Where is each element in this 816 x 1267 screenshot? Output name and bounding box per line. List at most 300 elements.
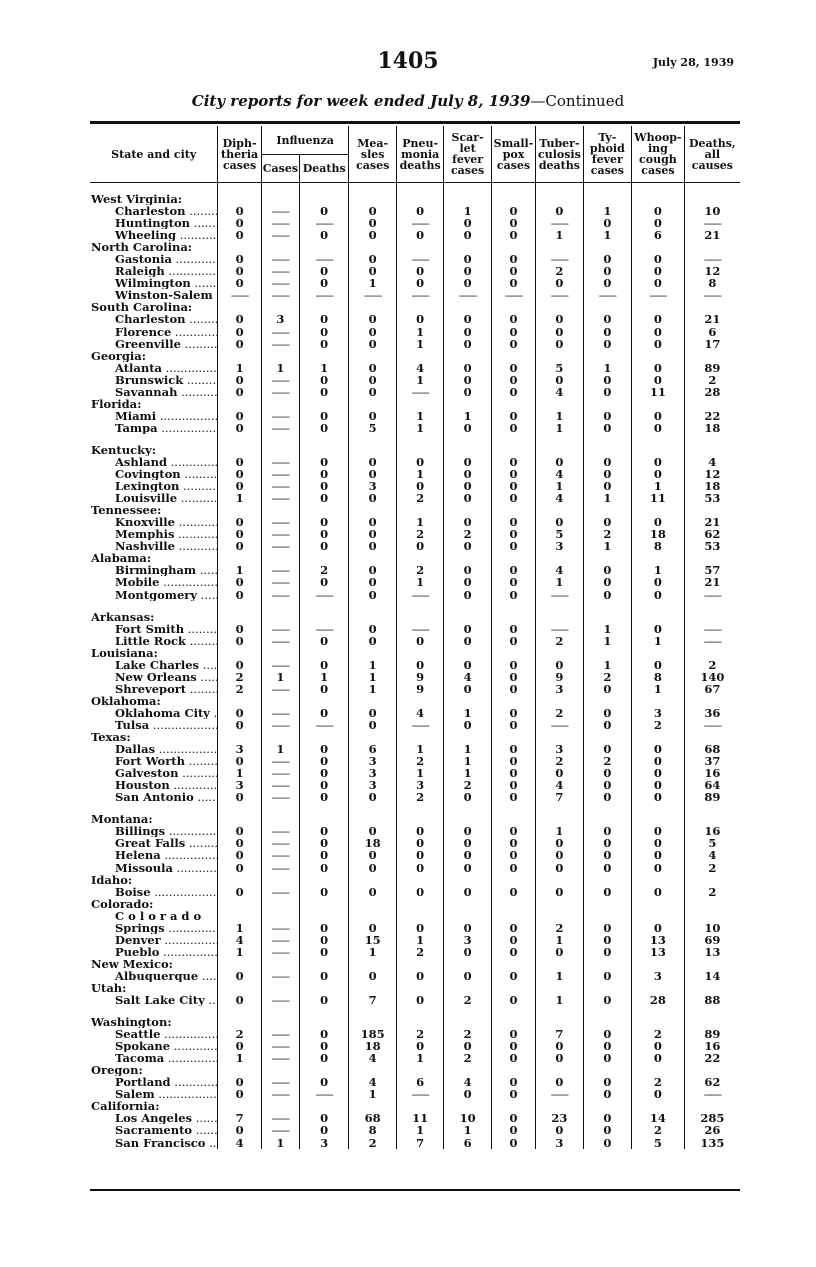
state-name: Colorado: xyxy=(91,897,154,910)
state-name: Georgia: xyxy=(91,349,146,362)
deaths-all-causes-cell: 62 xyxy=(684,528,740,540)
diphtheria-cell: 3 xyxy=(218,779,261,791)
diphtheria-cell: 0 xyxy=(218,1088,261,1100)
diphtheria-cell: 0 xyxy=(218,205,261,217)
influenza-cases-cell: ------ xyxy=(261,516,299,528)
deaths-all-causes-cell: 21 xyxy=(684,313,740,325)
measles-cell: 0 xyxy=(349,326,396,338)
scarlet-fever-cell: 0 xyxy=(444,922,491,934)
city-name: Miami ..... xyxy=(90,410,218,422)
influenza-cases-cell: ------ xyxy=(261,623,299,635)
city-name: Mobile ..... xyxy=(90,576,218,588)
tuberculosis-cell: 1 xyxy=(536,229,583,241)
tuberculosis-cell: 2 xyxy=(536,755,583,767)
smallpox-cell: 0 xyxy=(491,516,535,528)
whooping-cough-cell: 0 xyxy=(632,576,685,588)
influenza-deaths-cell: 0 xyxy=(299,229,349,241)
row-spacer xyxy=(90,803,740,813)
deaths-all-causes-cell: 5 xyxy=(684,837,740,849)
pneumonia-cell: 1 xyxy=(396,338,443,350)
city-name: Boise ..... xyxy=(90,886,218,898)
tuberculosis-cell: 7 xyxy=(536,1028,583,1040)
measles-cell: 0 xyxy=(349,362,396,374)
diphtheria-cell: 0 xyxy=(218,217,261,229)
influenza-deaths-cell: 0 xyxy=(299,791,349,803)
typhoid-cell: 0 xyxy=(583,410,631,422)
scarlet-fever-cell: 2 xyxy=(444,1028,491,1040)
city-name: Charleston ..... xyxy=(90,313,218,325)
scarlet-fever-cell: 6 xyxy=(444,1137,491,1149)
measles-cell: 0 xyxy=(349,229,396,241)
pneumonia-cell: 0 xyxy=(396,635,443,647)
smallpox-cell: 0 xyxy=(491,1088,535,1100)
scarlet-fever-cell: 0 xyxy=(444,849,491,861)
tuberculosis-cell: 1 xyxy=(536,410,583,422)
smallpox-cell: 0 xyxy=(491,374,535,386)
typhoid-cell: 0 xyxy=(583,456,631,468)
whooping-cough-cell: 0 xyxy=(632,217,685,229)
whooping-cough-cell: 0 xyxy=(632,1052,685,1064)
pneumonia-cell: 1 xyxy=(396,468,443,480)
city-row xyxy=(90,576,740,588)
scarlet-fever-cell: 1 xyxy=(444,205,491,217)
city-row xyxy=(90,743,740,755)
diphtheria-cell: 0 xyxy=(218,1076,261,1088)
measles-cell: 5 xyxy=(349,422,396,434)
pneumonia-cell: 0 xyxy=(396,849,443,861)
influenza-cases-cell: 1 xyxy=(261,1137,299,1149)
scarlet-fever-cell: 1 xyxy=(444,755,491,767)
influenza-cases-cell: ------ xyxy=(261,492,299,504)
state-name: Louisiana: xyxy=(91,646,158,659)
pneumonia-cell: 0 xyxy=(396,1040,443,1052)
smallpox-cell: 0 xyxy=(491,791,535,803)
city-name: Helena ..... xyxy=(90,849,218,861)
measles-cell: 1 xyxy=(349,659,396,671)
city-name: New Orleans ..... xyxy=(90,671,218,683)
influenza-deaths-cell: ------ xyxy=(299,719,349,731)
typhoid-cell: 1 xyxy=(583,659,631,671)
pneumonia-cell: 1 xyxy=(396,326,443,338)
city-name: Galveston ..... xyxy=(90,767,218,779)
typhoid-cell: 0 xyxy=(583,265,631,277)
whooping-cough-cell: 0 xyxy=(632,277,685,289)
influenza-deaths-cell: 0 xyxy=(299,540,349,552)
influenza-deaths-cell: 0 xyxy=(299,683,349,695)
influenza-cases-cell: ------ xyxy=(261,1028,299,1040)
tuberculosis-cell: 0 xyxy=(536,516,583,528)
city-name: Billings ..... xyxy=(90,825,218,837)
scarlet-fever-cell: 0 xyxy=(444,217,491,229)
state-name: Arkansas: xyxy=(91,610,155,623)
influenza-deaths-cell: 0 xyxy=(299,707,349,719)
typhoid-cell: 0 xyxy=(583,922,631,934)
influenza-cases-cell: ------ xyxy=(261,564,299,576)
state-name: Florida: xyxy=(91,397,142,410)
influenza-deaths-cell: 0 xyxy=(299,886,349,898)
scarlet-fever-cell: 2 xyxy=(444,779,491,791)
whooping-cough-cell: 0 xyxy=(632,205,685,217)
tuberculosis-cell: ------ xyxy=(536,623,583,635)
tuberculosis-cell: 0 xyxy=(536,1040,583,1052)
deaths-all-causes-cell: 13 xyxy=(684,946,740,958)
measles-cell: 0 xyxy=(349,540,396,552)
influenza-cases-cell: ------ xyxy=(261,205,299,217)
typhoid-cell: 1 xyxy=(583,623,631,635)
city-row xyxy=(90,326,740,338)
smallpox-cell: 0 xyxy=(491,1076,535,1088)
city-name: Dallas ..... xyxy=(90,743,218,755)
influenza-deaths-cell: 0 xyxy=(299,456,349,468)
scarlet-fever-cell: 0 xyxy=(444,229,491,241)
deaths-all-causes-cell: 62 xyxy=(684,1076,740,1088)
diphtheria-cell: 4 xyxy=(218,1137,261,1149)
influenza-deaths-cell: 0 xyxy=(299,1052,349,1064)
tuberculosis-cell: 2 xyxy=(536,635,583,647)
influenza-deaths-cell: 1 xyxy=(299,671,349,683)
city-row xyxy=(90,791,740,803)
page-date: July 28, 1939 xyxy=(652,56,734,69)
tuberculosis-cell: 1 xyxy=(536,825,583,837)
city-row xyxy=(90,410,740,422)
pneumonia-cell: 1 xyxy=(396,516,443,528)
influenza-cases-cell: ------ xyxy=(261,253,299,265)
smallpox-cell: 0 xyxy=(491,1137,535,1149)
city-name: Tampa ..... xyxy=(90,422,218,434)
city-row xyxy=(90,362,740,374)
city-name: Salt Lake City ..... xyxy=(90,994,218,1006)
deaths-all-causes-cell: 135 xyxy=(684,1137,740,1149)
tuberculosis-cell: 3 xyxy=(536,743,583,755)
city-row xyxy=(90,910,740,922)
whooping-cough-cell: 1 xyxy=(632,564,685,576)
scarlet-fever-cell: 0 xyxy=(444,492,491,504)
whooping-cough-cell: 0 xyxy=(632,374,685,386)
tuberculosis-cell xyxy=(536,910,583,922)
measles-cell: 0 xyxy=(349,456,396,468)
whooping-cough-cell: 11 xyxy=(632,386,685,398)
header-smallpox: Small-pox cases xyxy=(491,126,535,183)
scarlet-fever-cell: 0 xyxy=(444,861,491,873)
city-row xyxy=(90,849,740,861)
scarlet-fever-cell: 4 xyxy=(444,1076,491,1088)
typhoid-cell: 0 xyxy=(583,1088,631,1100)
typhoid-cell: 0 xyxy=(583,837,631,849)
city-row xyxy=(90,1052,740,1064)
diphtheria-cell: 0 xyxy=(218,576,261,588)
typhoid-cell: 0 xyxy=(583,934,631,946)
whooping-cough-cell: 2 xyxy=(632,719,685,731)
state-row xyxy=(90,611,740,623)
deaths-all-causes-cell: ------ xyxy=(684,1088,740,1100)
tuberculosis-cell: ------ xyxy=(536,719,583,731)
measles-cell: 0 xyxy=(349,492,396,504)
influenza-cases-cell: ------ xyxy=(261,707,299,719)
deaths-all-causes-cell: 22 xyxy=(684,1052,740,1064)
city-name: Denver ..... xyxy=(90,934,218,946)
pneumonia-cell: 0 xyxy=(396,825,443,837)
influenza-cases-cell: ------ xyxy=(261,1052,299,1064)
scarlet-fever-cell: 1 xyxy=(444,707,491,719)
city-row xyxy=(90,265,740,277)
scarlet-fever-cell: 0 xyxy=(444,791,491,803)
measles-cell: 0 xyxy=(349,886,396,898)
city-row xyxy=(90,422,740,434)
diphtheria-cell: 0 xyxy=(218,1040,261,1052)
pneumonia-cell: 1 xyxy=(396,374,443,386)
tuberculosis-cell: 0 xyxy=(536,886,583,898)
influenza-deaths-cell: 0 xyxy=(299,994,349,1006)
whooping-cough-cell: 0 xyxy=(632,1040,685,1052)
smallpox-cell: 0 xyxy=(491,253,535,265)
typhoid-cell: 0 xyxy=(583,970,631,982)
influenza-cases-cell: ------ xyxy=(261,1112,299,1124)
influenza-cases-cell: ------ xyxy=(261,849,299,861)
deaths-all-causes-cell: 18 xyxy=(684,422,740,434)
city-row xyxy=(90,683,740,695)
influenza-cases-cell: ------ xyxy=(261,589,299,601)
deaths-all-causes-cell: 22 xyxy=(684,410,740,422)
deaths-all-causes-cell: 18 xyxy=(684,480,740,492)
whooping-cough-cell: 3 xyxy=(632,970,685,982)
tuberculosis-cell: 0 xyxy=(536,861,583,873)
smallpox-cell: 0 xyxy=(491,743,535,755)
typhoid-cell: 0 xyxy=(583,1028,631,1040)
typhoid-cell: 0 xyxy=(583,946,631,958)
header-whooping-cough: Whoop-ing cough cases xyxy=(632,126,685,183)
city-row xyxy=(90,1040,740,1052)
influenza-cases-cell: ------ xyxy=(261,326,299,338)
diphtheria-cell: 0 xyxy=(218,277,261,289)
city-row xyxy=(90,1124,740,1136)
tuberculosis-cell: 2 xyxy=(536,265,583,277)
measles-cell: 0 xyxy=(349,374,396,386)
state-row xyxy=(90,898,740,910)
pneumonia-cell: 7 xyxy=(396,1137,443,1149)
city-row xyxy=(90,289,740,301)
scarlet-fever-cell: 0 xyxy=(444,1088,491,1100)
tuberculosis-cell: 1 xyxy=(536,970,583,982)
diphtheria-cell: ------ xyxy=(218,289,261,301)
whooping-cough-cell: 0 xyxy=(632,326,685,338)
pneumonia-cell: 0 xyxy=(396,861,443,873)
smallpox-cell: 0 xyxy=(491,229,535,241)
city-row xyxy=(90,861,740,873)
typhoid-cell: 0 xyxy=(583,253,631,265)
measles-cell: 0 xyxy=(349,205,396,217)
influenza-cases-cell: ------ xyxy=(261,635,299,647)
smallpox-cell: 0 xyxy=(491,589,535,601)
influenza-cases-cell: ------ xyxy=(261,886,299,898)
smallpox-cell: 0 xyxy=(491,970,535,982)
measles-cell: 0 xyxy=(349,849,396,861)
city-name: C o l o r a d o xyxy=(115,909,202,922)
deaths-all-causes-cell: 53 xyxy=(684,492,740,504)
tuberculosis-cell: 1 xyxy=(536,480,583,492)
city-row xyxy=(90,994,740,1006)
influenza-cases-cell: ------ xyxy=(261,837,299,849)
header-typhoid: Ty-phoid fever cases xyxy=(583,126,631,183)
whooping-cough-cell: 2 xyxy=(632,1124,685,1136)
measles-cell: 0 xyxy=(349,719,396,731)
city-row xyxy=(90,217,740,229)
city-row xyxy=(90,516,740,528)
measles-cell: 4 xyxy=(349,1076,396,1088)
tuberculosis-cell: 0 xyxy=(536,1052,583,1064)
city-name: Tacoma ..... xyxy=(90,1052,218,1064)
whooping-cough-cell: 5 xyxy=(632,1137,685,1149)
deaths-all-causes-cell: ------ xyxy=(684,253,740,265)
pneumonia-cell: 2 xyxy=(396,791,443,803)
table-title xyxy=(0,92,816,110)
city-row xyxy=(90,922,740,934)
tuberculosis-cell: 1 xyxy=(536,994,583,1006)
whooping-cough-cell: 0 xyxy=(632,456,685,468)
diphtheria-cell: 0 xyxy=(218,825,261,837)
smallpox-cell: 0 xyxy=(491,994,535,1006)
tuberculosis-cell: 0 xyxy=(536,326,583,338)
diphtheria-cell: 4 xyxy=(218,934,261,946)
scarlet-fever-cell xyxy=(444,910,491,922)
smallpox-cell: 0 xyxy=(491,456,535,468)
typhoid-cell: 0 xyxy=(583,743,631,755)
state-row xyxy=(90,982,740,994)
typhoid-cell: 0 xyxy=(583,1076,631,1088)
diphtheria-cell: 2 xyxy=(218,683,261,695)
pneumonia-cell: 0 xyxy=(396,540,443,552)
scarlet-fever-cell: 4 xyxy=(444,671,491,683)
measles-cell: 15 xyxy=(349,934,396,946)
measles-cell: 18 xyxy=(349,837,396,849)
scarlet-fever-cell: 0 xyxy=(444,422,491,434)
city-name: San Antonio ..... xyxy=(90,791,218,803)
scarlet-fever-cell: 2 xyxy=(444,528,491,540)
state-name: California: xyxy=(91,1100,160,1113)
city-name: Spokane ..... xyxy=(90,1040,218,1052)
city-name: Little Rock ..... xyxy=(90,635,218,647)
influenza-cases-cell: ------ xyxy=(261,683,299,695)
whooping-cough-cell: 1 xyxy=(632,635,685,647)
influenza-cases-cell: ------ xyxy=(261,410,299,422)
influenza-deaths-cell: 0 xyxy=(299,422,349,434)
whooping-cough-cell: 0 xyxy=(632,410,685,422)
tuberculosis-cell: 4 xyxy=(536,468,583,480)
deaths-all-causes-cell: 4 xyxy=(684,849,740,861)
city-row xyxy=(90,1137,740,1149)
smallpox-cell: 0 xyxy=(491,326,535,338)
typhoid-cell: 1 xyxy=(583,229,631,241)
tuberculosis-cell: ------ xyxy=(536,289,583,301)
smallpox-cell: 0 xyxy=(491,528,535,540)
whooping-cough-cell: ------ xyxy=(632,289,685,301)
smallpox-cell: 0 xyxy=(491,659,535,671)
city-row xyxy=(90,253,740,265)
whooping-cough-cell: 0 xyxy=(632,422,685,434)
whooping-cough-cell: 0 xyxy=(632,825,685,837)
tuberculosis-cell: 0 xyxy=(536,946,583,958)
scarlet-fever-cell: 0 xyxy=(444,253,491,265)
typhoid-cell: 0 xyxy=(583,480,631,492)
influenza-cases-cell: ------ xyxy=(261,422,299,434)
tuberculosis-cell: 0 xyxy=(536,837,583,849)
city-name: Greenville ..... xyxy=(90,338,218,350)
city-name: Memphis ..... xyxy=(90,528,218,540)
influenza-cases-cell: ------ xyxy=(261,755,299,767)
header-state-city: State and city xyxy=(90,126,218,183)
pneumonia-cell: 4 xyxy=(396,362,443,374)
influenza-cases-cell: ------ xyxy=(261,528,299,540)
city-row xyxy=(90,755,740,767)
measles-cell: 0 xyxy=(349,410,396,422)
diphtheria-cell: 0 xyxy=(218,886,261,898)
header-tuberculosis: Tuber-culosis deaths xyxy=(536,126,583,183)
pneumonia-cell: 9 xyxy=(396,671,443,683)
scarlet-fever-cell: 0 xyxy=(444,1040,491,1052)
tuberculosis-cell: 0 xyxy=(536,313,583,325)
whooping-cough-cell: 0 xyxy=(632,659,685,671)
city-name: Salem ..... xyxy=(90,1088,218,1100)
scarlet-fever-cell: 0 xyxy=(444,946,491,958)
smallpox-cell: 0 xyxy=(491,779,535,791)
deaths-all-causes-cell: 12 xyxy=(684,265,740,277)
pneumonia-cell: 1 xyxy=(396,1052,443,1064)
measles-cell: 0 xyxy=(349,576,396,588)
typhoid-cell: 0 xyxy=(583,707,631,719)
scarlet-fever-cell: 0 xyxy=(444,683,491,695)
deaths-all-causes-cell: ------ xyxy=(684,623,740,635)
deaths-all-causes-cell: 21 xyxy=(684,576,740,588)
pneumonia-cell: 2 xyxy=(396,755,443,767)
state-name: North Carolina: xyxy=(91,241,193,254)
influenza-cases-cell: ------ xyxy=(261,374,299,386)
tuberculosis-cell: 2 xyxy=(536,707,583,719)
city-row xyxy=(90,659,740,671)
scarlet-fever-cell: 0 xyxy=(444,374,491,386)
influenza-cases-cell: ------ xyxy=(261,1088,299,1100)
diphtheria-cell: 0 xyxy=(218,516,261,528)
smallpox-cell: 0 xyxy=(491,755,535,767)
table-title-suffix: —Continued xyxy=(530,92,625,110)
row-spacer xyxy=(90,1006,740,1016)
state-name: New Mexico: xyxy=(91,957,173,970)
scarlet-fever-cell: 0 xyxy=(444,576,491,588)
state-row xyxy=(90,731,740,743)
influenza-deaths-cell: ------ xyxy=(299,253,349,265)
city-name: Atlanta ..... xyxy=(90,362,218,374)
smallpox-cell: 0 xyxy=(491,1052,535,1064)
typhoid-cell: 2 xyxy=(583,755,631,767)
typhoid-cell: 2 xyxy=(583,528,631,540)
whooping-cough-cell: 6 xyxy=(632,229,685,241)
smallpox-cell: 0 xyxy=(491,719,535,731)
diphtheria-cell: 0 xyxy=(218,849,261,861)
scarlet-fever-cell: 0 xyxy=(444,326,491,338)
state-name: Alabama: xyxy=(91,552,152,565)
influenza-deaths-cell: 0 xyxy=(299,1076,349,1088)
tuberculosis-cell: 4 xyxy=(536,779,583,791)
whooping-cough-cell: 0 xyxy=(632,791,685,803)
state-name: Washington: xyxy=(91,1016,172,1029)
state-row xyxy=(90,193,740,205)
whooping-cough-cell: 0 xyxy=(632,338,685,350)
city-row xyxy=(90,825,740,837)
deaths-all-causes-cell: 2 xyxy=(684,374,740,386)
scarlet-fever-cell: 1 xyxy=(444,767,491,779)
smallpox-cell: 0 xyxy=(491,265,535,277)
deaths-all-causes-cell: 88 xyxy=(684,994,740,1006)
smallpox-cell: 0 xyxy=(491,362,535,374)
deaths-all-causes-cell: 16 xyxy=(684,1040,740,1052)
